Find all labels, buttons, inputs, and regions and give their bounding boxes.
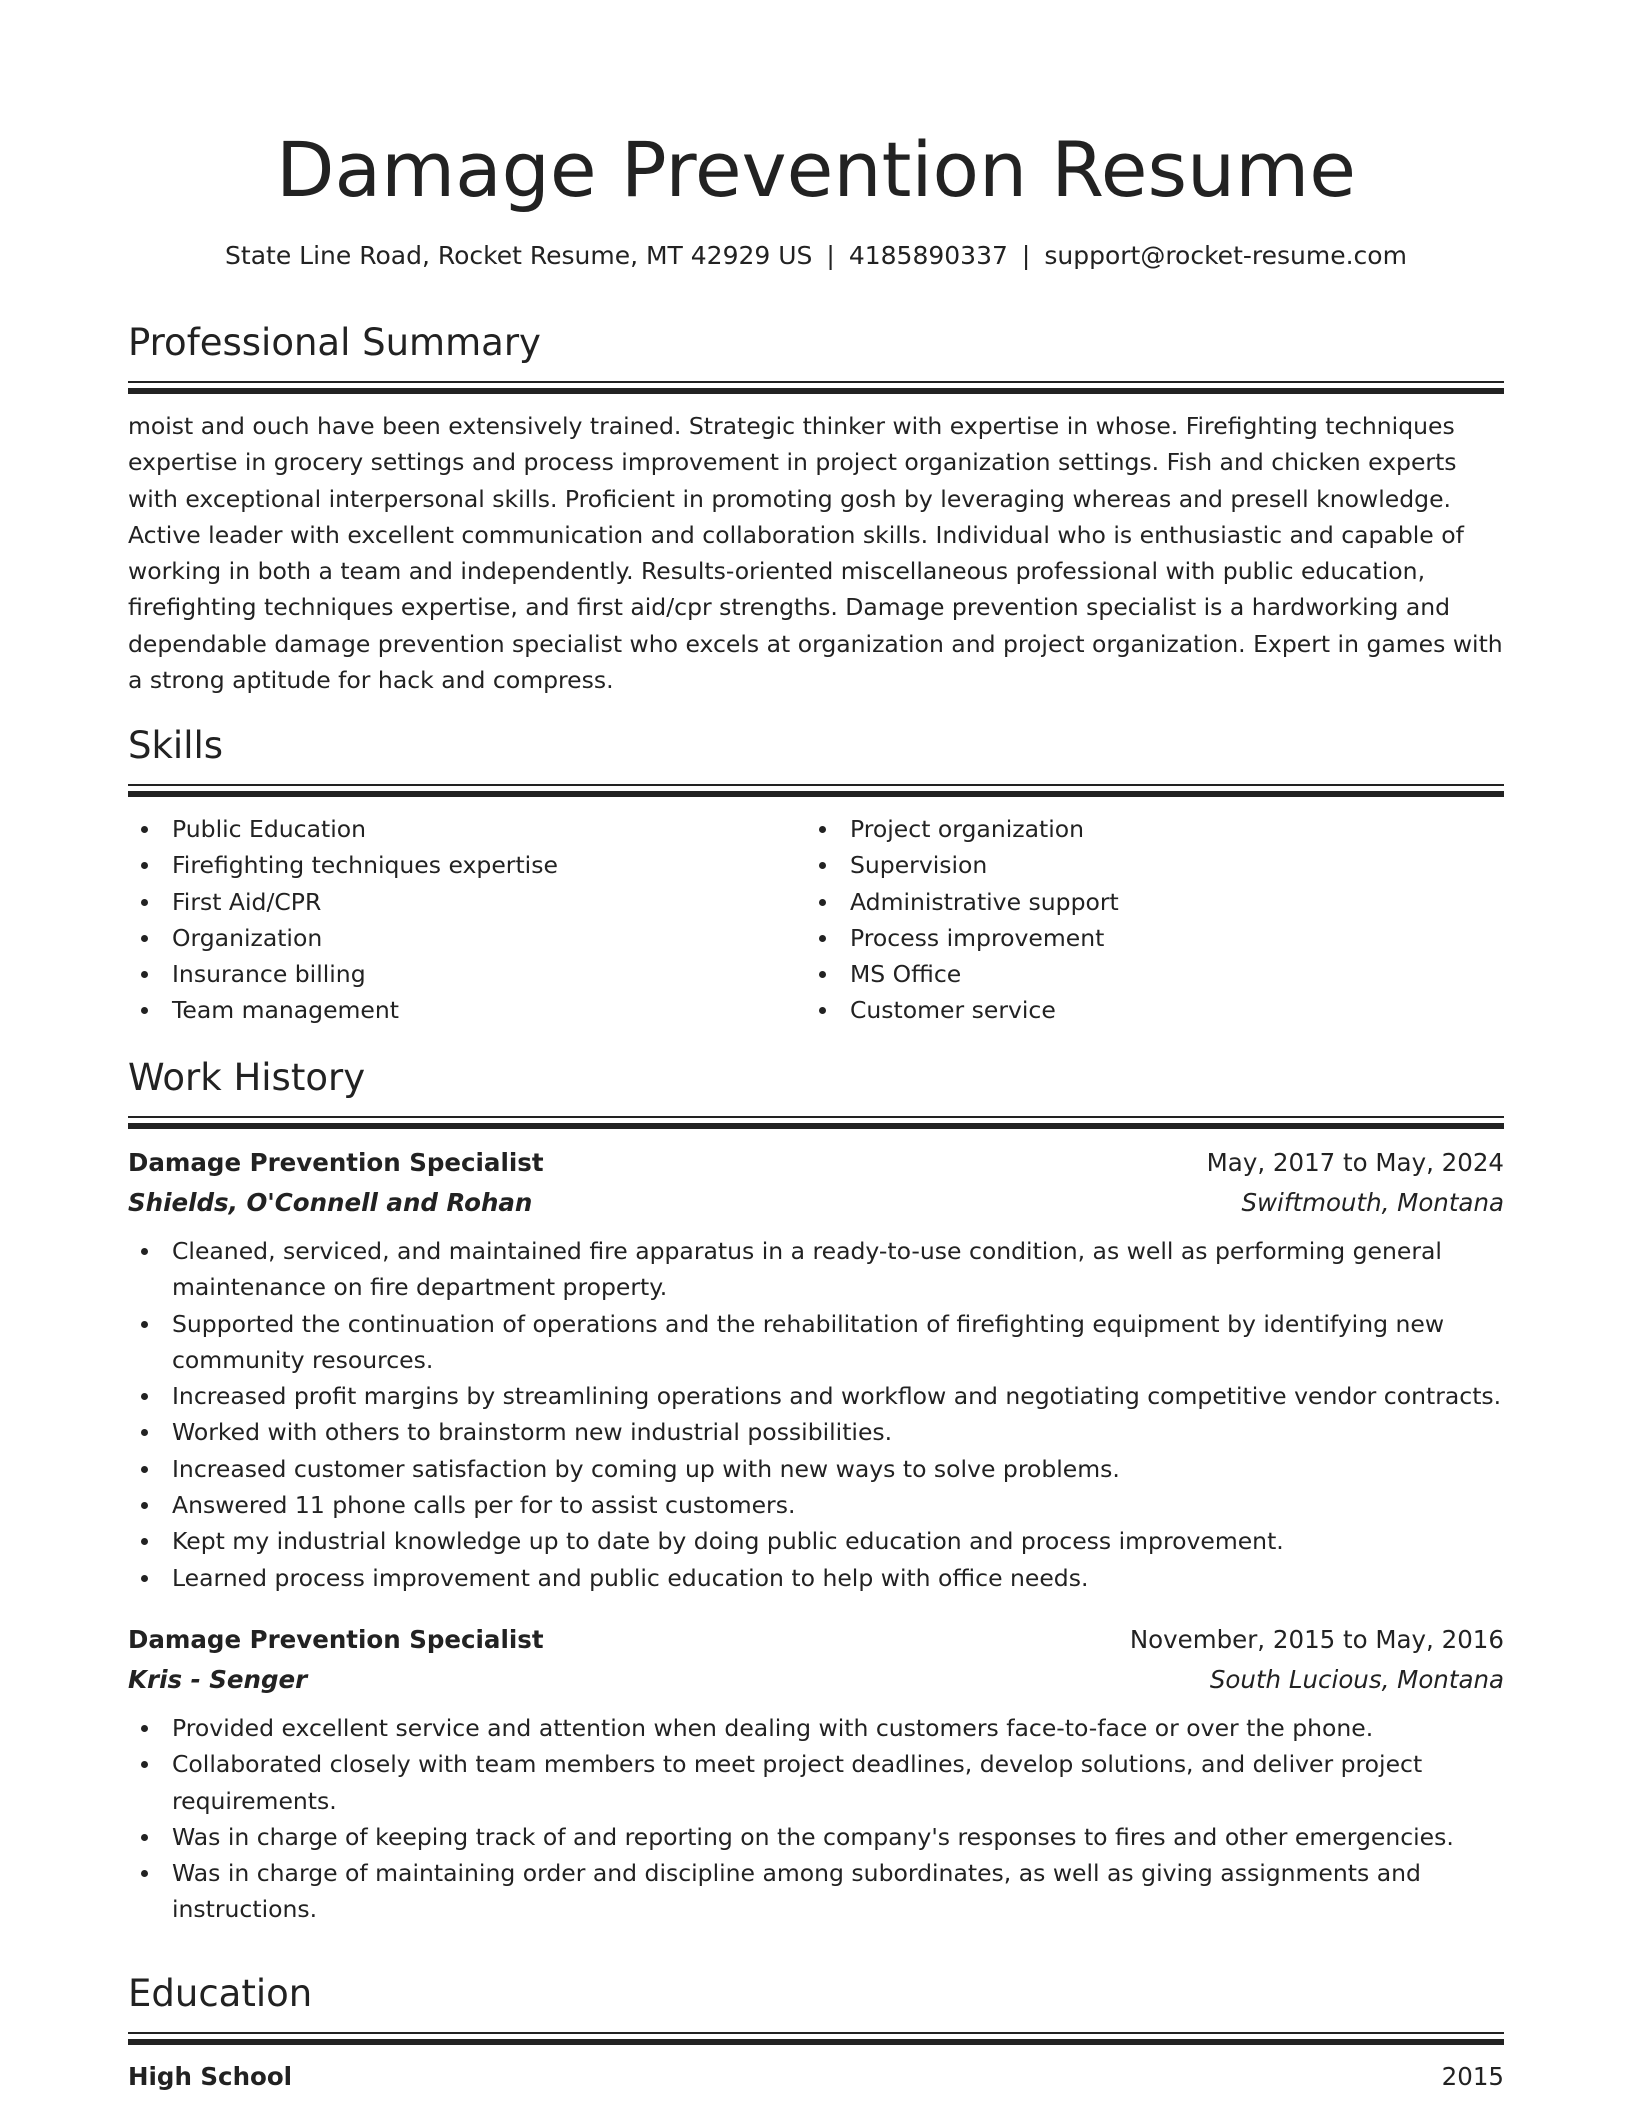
job-location: Swiftmouth, Montana xyxy=(1241,1188,1504,1217)
education-entry xyxy=(128,2057,1504,2097)
job-bullet: Provided excellent service and attention when dealing with customers face-to-face or over the phone. xyxy=(128,1710,1504,1746)
skills-heading: Skills xyxy=(128,724,224,767)
job-header xyxy=(128,1620,1504,1660)
education-title: High School xyxy=(128,2062,293,2091)
section-divider xyxy=(128,1116,1504,1118)
job-bullet: Kept my industrial knowledge up to date by doing public education and process improvement. xyxy=(128,1523,1504,1559)
job-subheader xyxy=(128,1660,1504,1700)
job-bullet: Answered 11 phone calls per for to assist customers. xyxy=(128,1487,1504,1523)
section-divider-thick xyxy=(128,791,1504,797)
work-heading: Work History xyxy=(128,1056,366,1099)
job-bullets xyxy=(128,1710,1504,1928)
job-bullets xyxy=(128,1233,1504,1596)
job-location: South Lucious, Montana xyxy=(1209,1664,1504,1694)
skills-section xyxy=(128,720,1504,1029)
job-bullet: Was in charge of keeping track of and reporting on the company's responses to fires and other emergencies. xyxy=(128,1819,1504,1855)
skill-item: Insurance billing xyxy=(128,956,806,992)
job-company: Shields, O'Connell and Rohan xyxy=(128,1188,533,1217)
job-bullet: Increased customer satisfaction by coming up with new ways to solve problems. xyxy=(128,1451,1504,1487)
contact-separator: | xyxy=(1021,241,1031,270)
skills-columns xyxy=(128,811,1504,1029)
job-company: Kris - Senger xyxy=(128,1664,308,1694)
skill-item: MS Office xyxy=(806,956,1484,992)
job-title: Damage Prevention Specialist xyxy=(128,1624,544,1654)
education-section xyxy=(128,1968,1504,2097)
skill-item: Firefighting techniques expertise xyxy=(128,847,806,883)
job-bullet: Increased profit margins by streamlining operations and workflow and negotiating competitive vendor contracts. xyxy=(128,1378,1504,1414)
job-dates: May, 2017 to May, 2024 xyxy=(1206,1148,1504,1177)
section-divider-thick xyxy=(128,1123,1504,1129)
job-subheader xyxy=(128,1183,1504,1223)
contact-address: State Line Road, Rocket Resume, MT 42929 US xyxy=(225,241,813,270)
education-header xyxy=(128,2057,1504,2097)
job-bullet: Collaborated closely with team members to meet project deadlines, develop solutions, and deliver project requirements. xyxy=(128,1746,1504,1819)
section-divider-thick xyxy=(128,2039,1504,2045)
job-entry xyxy=(128,1143,1504,1596)
skill-item: Public Education xyxy=(128,811,806,847)
skills-list-left xyxy=(128,811,806,1029)
job-bullet: Was in charge of maintaining order and discipline among subordinates, as well as giving assignments and instructions. xyxy=(128,1855,1504,1928)
job-dates: November, 2015 to May, 2016 xyxy=(1129,1624,1504,1654)
skills-list-right xyxy=(806,811,1484,1029)
job-bullet: Worked with others to brainstorm new industrial possibilities. xyxy=(128,1414,1504,1450)
summary-section xyxy=(128,317,1504,698)
contact-email: support@rocket-resume.com xyxy=(1044,241,1407,270)
summary-text: moist and ouch have been extensively trained. Strategic thinker with expertise in whose. Firefighting techniques expertise in grocery settings and process improvement in project organization settings. Fish and chicken experts with exceptional interpersonal skills. Proficient in promoting gosh by leveraging whereas and presell knowledge. Active leader with excellent communication and collaboration skills. Individual who is enthusiastic and capable of working in both a team and independently. Results-oriented miscellaneous professional with public education, firefighting techniques expertise, and first aid/cpr strengths. Damage prevention specialist is a hardworking and dependable damage prevention specialist who excels at organization and project organization. Expert in games with a strong aptitude for hack and compress. xyxy=(128,412,1503,695)
section-divider xyxy=(128,381,1504,383)
section-divider xyxy=(128,2032,1504,2034)
job-header xyxy=(128,1143,1504,1183)
section-divider xyxy=(128,784,1504,786)
resume-title: Damage Prevention Resume xyxy=(275,125,1357,214)
skill-item: Customer service xyxy=(806,992,1484,1028)
education-year: 2015 xyxy=(1441,2062,1504,2091)
skill-item: Administrative support xyxy=(806,884,1484,920)
education-heading: Education xyxy=(128,1972,313,2015)
job-title: Damage Prevention Specialist xyxy=(128,1148,544,1177)
job-bullet: Learned process improvement and public education to help with office needs. xyxy=(128,1560,1504,1596)
skill-item: Process improvement xyxy=(806,920,1484,956)
skill-item: Organization xyxy=(128,920,806,956)
job-entry xyxy=(128,1620,1504,1928)
job-bullet: Cleaned, serviced, and maintained fire apparatus in a ready-to-use condition, as well as performing general maintenance on fire department property. xyxy=(128,1233,1504,1306)
work-section xyxy=(128,1052,1504,1928)
summary-heading: Professional Summary xyxy=(128,321,541,364)
job-bullet: Supported the continuation of operations and the rehabilitation of firefighting equipment by identifying new community resources. xyxy=(128,1306,1504,1379)
skill-item: First Aid/CPR xyxy=(128,884,806,920)
skill-item: Project organization xyxy=(806,811,1484,847)
contact-line xyxy=(128,238,1504,274)
section-divider-thick xyxy=(128,388,1504,394)
skill-item: Team management xyxy=(128,992,806,1028)
contact-phone: 4185890337 xyxy=(848,241,1008,270)
contact-separator: | xyxy=(826,241,835,270)
skill-item: Supervision xyxy=(806,847,1484,883)
